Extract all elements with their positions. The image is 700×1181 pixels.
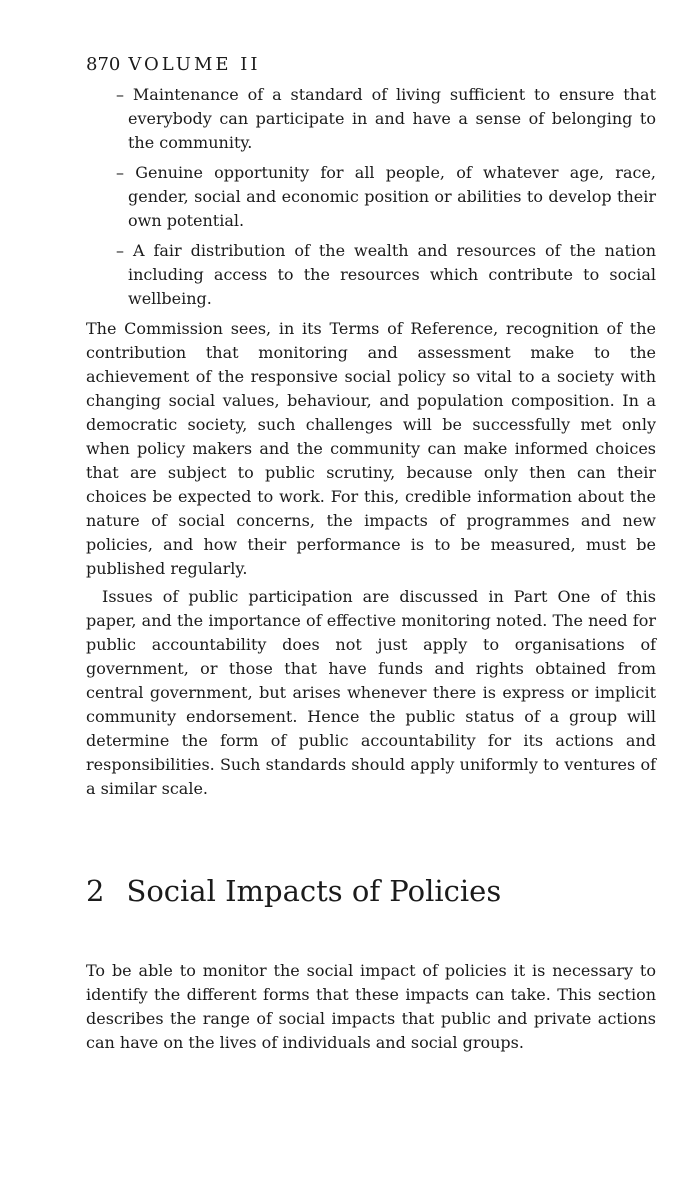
running-title: VOLUME II <box>128 54 261 75</box>
bullet-item: – Genuine opportunity for all people, of whatever age, race, gender, social and economic position or abilities to develop their own potential. <box>116 163 656 230</box>
bullet-list <box>86 83 656 311</box>
body-paragraph: Issues of public participation are discussed in Part One of this paper, and the importance of effective monitoring noted. The need for public accountability does not just apply to organisations of government, or those that have funds and rights obtained from central government, but arises whenever there is express or implicit community endorsement. Hence the public status of a group will determine the form of public accountability for its actions and responsibilities. Such standards should apply uniformly to ventures of a similar scale. <box>86 587 656 798</box>
section-number: 2 <box>86 874 105 908</box>
section-heading <box>86 873 656 909</box>
document-page <box>86 54 656 1059</box>
bullet-item: – A fair distribution of the wealth and resources of the nation including access to the resources which contribute to social wellbeing. <box>116 241 656 308</box>
running-header <box>86 54 656 75</box>
section-title: Social Impacts of Policies <box>126 874 502 908</box>
section-intro-paragraph: To be able to monitor the social impact of policies it is necessary to identify the different forms that these impacts can take. This section describes the range of social impacts that public and private actions can have on the lives of individuals and social groups. <box>86 961 656 1052</box>
body-paragraph: The Commission sees, in its Terms of Reference, recognition of the contribution that monitoring and assessment make to the achievement of the responsive social policy so vital to a society with changing social values, behaviour, and population composition. In a democratic society, such challenges will be successfully met only when policy makers and the community can make informed choices that are subject to public scrutiny, because only then can their choices be expected to work. For this, credible information about the nature of social concerns, the impacts of programmes and new policies, and how their performance is to be measured, must be published regularly. <box>86 319 656 578</box>
bullet-item: – Maintenance of a standard of living sufficient to ensure that everybody can participate in and have a sense of belonging to the community. <box>116 85 656 152</box>
page-number: 870 <box>86 54 121 75</box>
